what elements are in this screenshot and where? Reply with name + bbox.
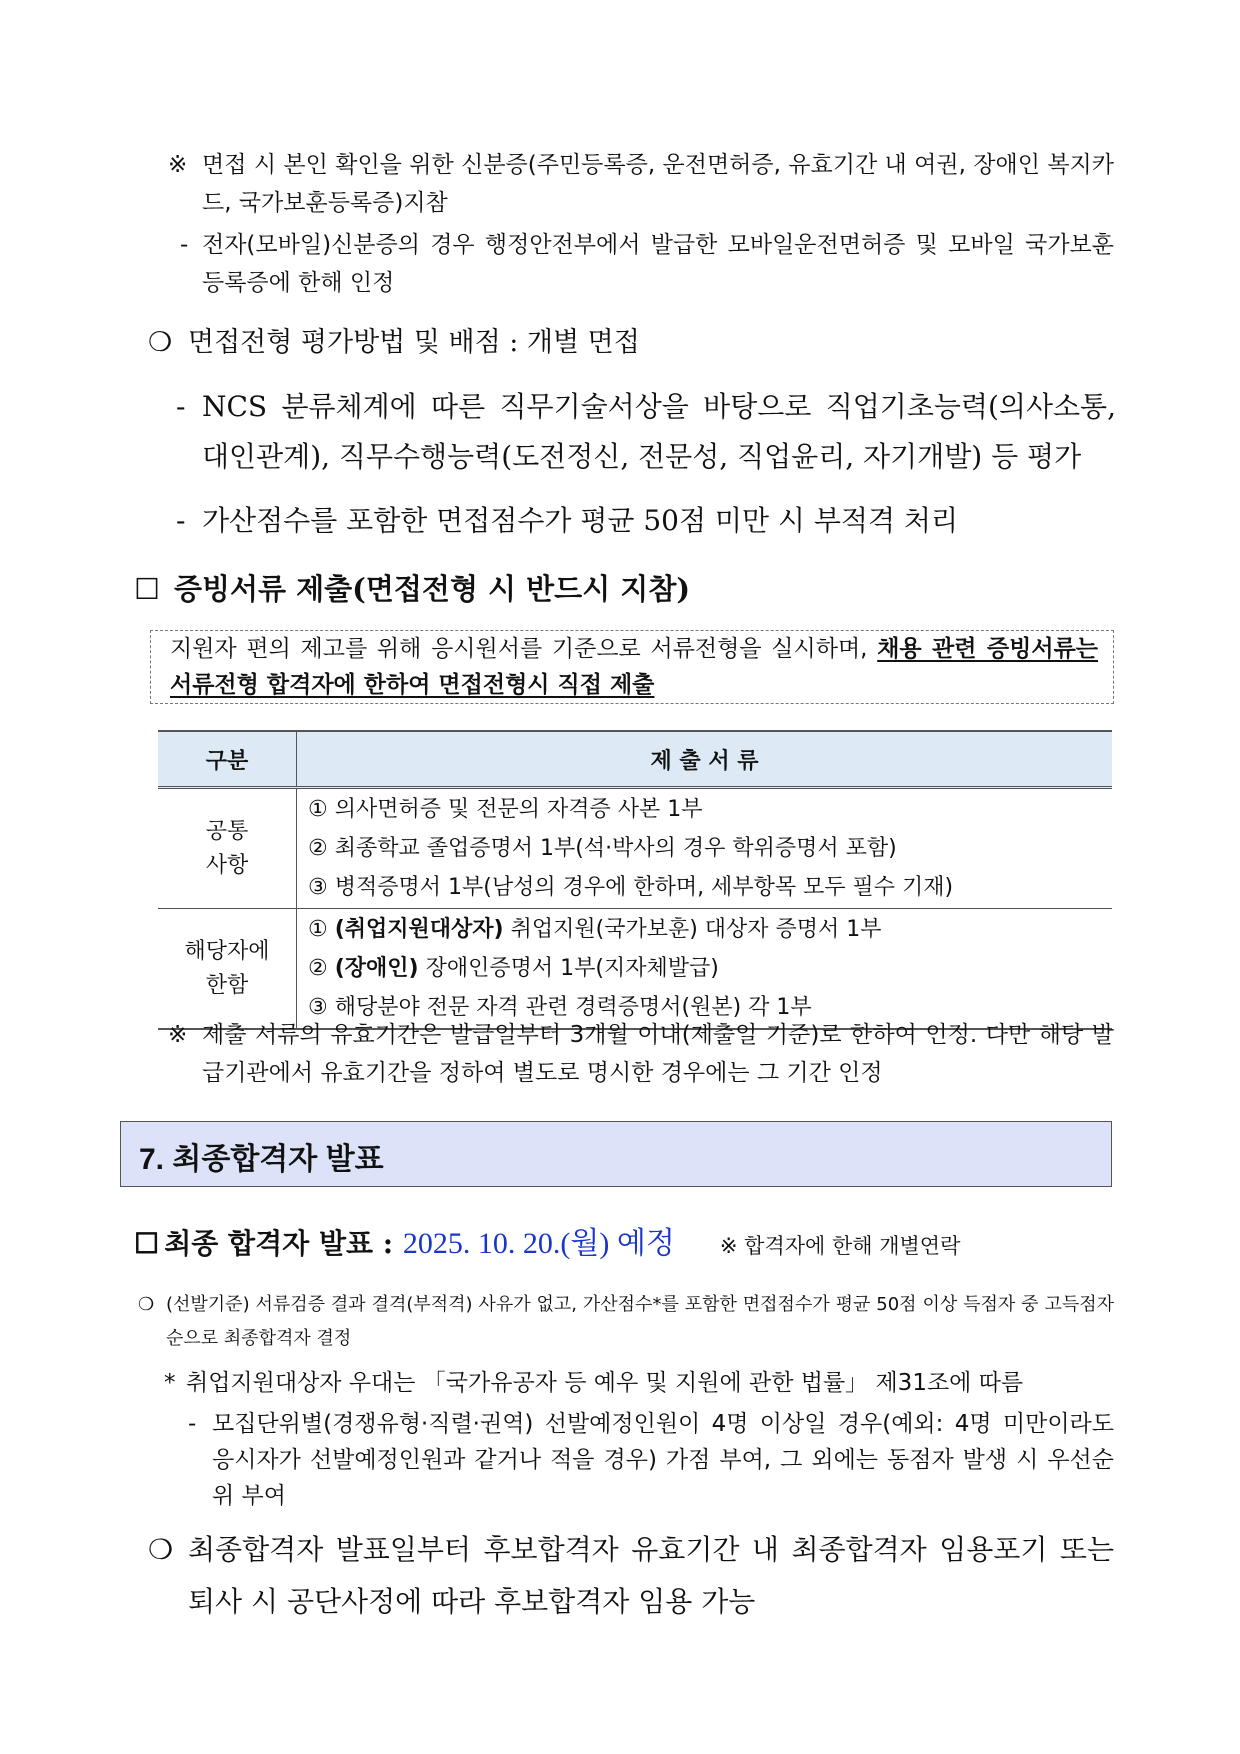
- checkbox-icon: ☐: [134, 572, 160, 606]
- category-cell: [158, 909, 297, 1030]
- preference-text: 취업지원대상자 우대는 「국가유공자 등 예우 및 지원에 관한 법률」 제31조에 따름: [186, 1370, 1024, 1396]
- dash-mark: -: [180, 232, 189, 258]
- document-item: ① (취업지원대상자) 취업지원(국가보훈) 대상자 증명서 1부: [308, 917, 882, 942]
- documents-cell: [297, 909, 1113, 1030]
- category-cell: [158, 788, 297, 909]
- mobile-id-note-text: 전자(모바일)신분증의 경우 행정안전부에서 발급한 모바일운전면허증 및 모바일 국가보훈등록증에 한해 인정: [202, 232, 1114, 296]
- interview-item-1: [176, 382, 1116, 482]
- asterisk-mark: *: [164, 1370, 176, 1396]
- circle-bullet-icon: ❍: [148, 1533, 174, 1566]
- header-category: 구분: [158, 731, 297, 788]
- announcement-line: [134, 1218, 1114, 1262]
- category-label: 해당자에 한함: [184, 938, 270, 998]
- interview-item-2: [176, 496, 1116, 546]
- reserve-candidates: [148, 1524, 1114, 1628]
- evidence-title: 증빙서류 제출(면접전형 시 반드시 지참): [174, 572, 691, 606]
- documents-cell: [297, 788, 1113, 909]
- validity-note-text: 제출 서류의 유효기간은 발급일부터 3개월 이내(제출일 기준)로 한하여 인정. 다만 해당 발급기관에서 유효기간을 정하여 별도로 명시한 경우에는 그 기간 인정: [202, 1022, 1114, 1086]
- section-7-title: 7. 최종합격자 발표: [139, 1143, 384, 1176]
- interview-item-text: NCS 분류체계에 따른 직무기술서상을 바탕으로 직업기초능력(의사소통, 대인관계), 직무수행능력(도전정신, 전문성, 직업윤리, 자기개발) 등 평가: [202, 390, 1116, 473]
- document-item: ① 의사면허증 및 전문의 자격증 사본 1부: [308, 797, 703, 822]
- announcement-label: 최종 합격자 발표 :: [164, 1227, 403, 1260]
- category-label: 공통 사항: [205, 818, 249, 878]
- interview-item-text: 가산점수를 포함한 면접점수가 평균 50점 미만 시 부적격 처리: [202, 504, 958, 537]
- announcement-note: ※ 합격자에 한해 개별연락: [719, 1234, 961, 1258]
- selection-criteria: [138, 1288, 1114, 1356]
- document-item: ② (장애인) 장애인증명서 1부(지자체발급): [308, 956, 719, 981]
- section-7-header: [120, 1121, 1112, 1187]
- evidence-notice-text: [170, 631, 1098, 703]
- bonus-rule-text: 모집단위별(경쟁유형·직렬·권역) 선발예정인원이 4명 이상일 경우(예외: 4명 미만이라도 응시자가 선발예정인원과 같거나 적을 경우) 가점 부여, 그 외에는 동점자 발생 시 우선순위 부여: [212, 1411, 1114, 1509]
- table-row: [158, 788, 1112, 909]
- validity-note: [168, 1016, 1114, 1092]
- table-header-row: [158, 731, 1112, 788]
- table-row: [158, 909, 1112, 1030]
- mobile-id-note: [180, 226, 1114, 302]
- dash-mark: -: [176, 390, 186, 423]
- evidence-heading: [134, 564, 1094, 614]
- announcement-date: 2025. 10. 20.(월) 예정: [402, 1227, 675, 1260]
- notice-underlined-text: 채용 관련 증빙서류는 서류전형 합격자에 한하여 면접전형시 직접 제출: [170, 636, 1099, 698]
- document-item: ② 최종학교 졸업증명서 1부(석·박사의 경우 학위증명서 포함): [308, 836, 897, 861]
- dash-mark: -: [188, 1411, 197, 1437]
- dash-mark: -: [176, 504, 186, 537]
- checkbox-icon: ☐: [134, 1227, 160, 1260]
- note-mark: ※: [168, 152, 188, 178]
- selection-criteria-text: (선발기준) 서류검증 결과 결격(부적격) 사유가 없고, 가산점수*를 포함한 면접점수가 평균 50점 이상 득점자 중 고득점자 순으로 최종합격자 결정: [166, 1294, 1114, 1349]
- id-note: [168, 146, 1114, 222]
- id-note-text: 면접 시 본인 확인을 위한 신분증(주민등록증, 운전면허증, 유효기간 내 여권, 장애인 복지카드, 국가보훈등록증)지참: [202, 152, 1114, 216]
- circle-bullet-icon: ❍: [138, 1294, 155, 1315]
- note-mark: ※: [168, 1022, 188, 1048]
- preference-note: [164, 1364, 1114, 1402]
- notice-plain-text: 지원자 편의 제고를 위해 응시원서를 기준으로 서류전형을 실시하며,: [170, 636, 878, 662]
- circle-bullet-icon: ❍: [148, 327, 173, 358]
- header-documents: 제 출 서 류: [297, 731, 1113, 788]
- interview-method: [148, 318, 1114, 368]
- reserve-candidates-text: 최종합격자 발표일부터 후보합격자 유효기간 내 최종합격자 임용포기 또는 퇴사 시 공단사정에 따라 후보합격자 임용 가능: [188, 1533, 1114, 1618]
- documents-table: [158, 730, 1112, 1030]
- document-item: ③ 해당분야 전문 자격 관련 경력증명서(원본) 각 1부: [308, 995, 812, 1020]
- bonus-rule: [188, 1406, 1114, 1514]
- interview-method-text: 면접전형 평가방법 및 배점 : 개별 면접: [188, 327, 640, 358]
- document-item: ③ 병적증명서 1부(남성의 경우에 한하며, 세부항목 모두 필수 기재): [308, 875, 954, 900]
